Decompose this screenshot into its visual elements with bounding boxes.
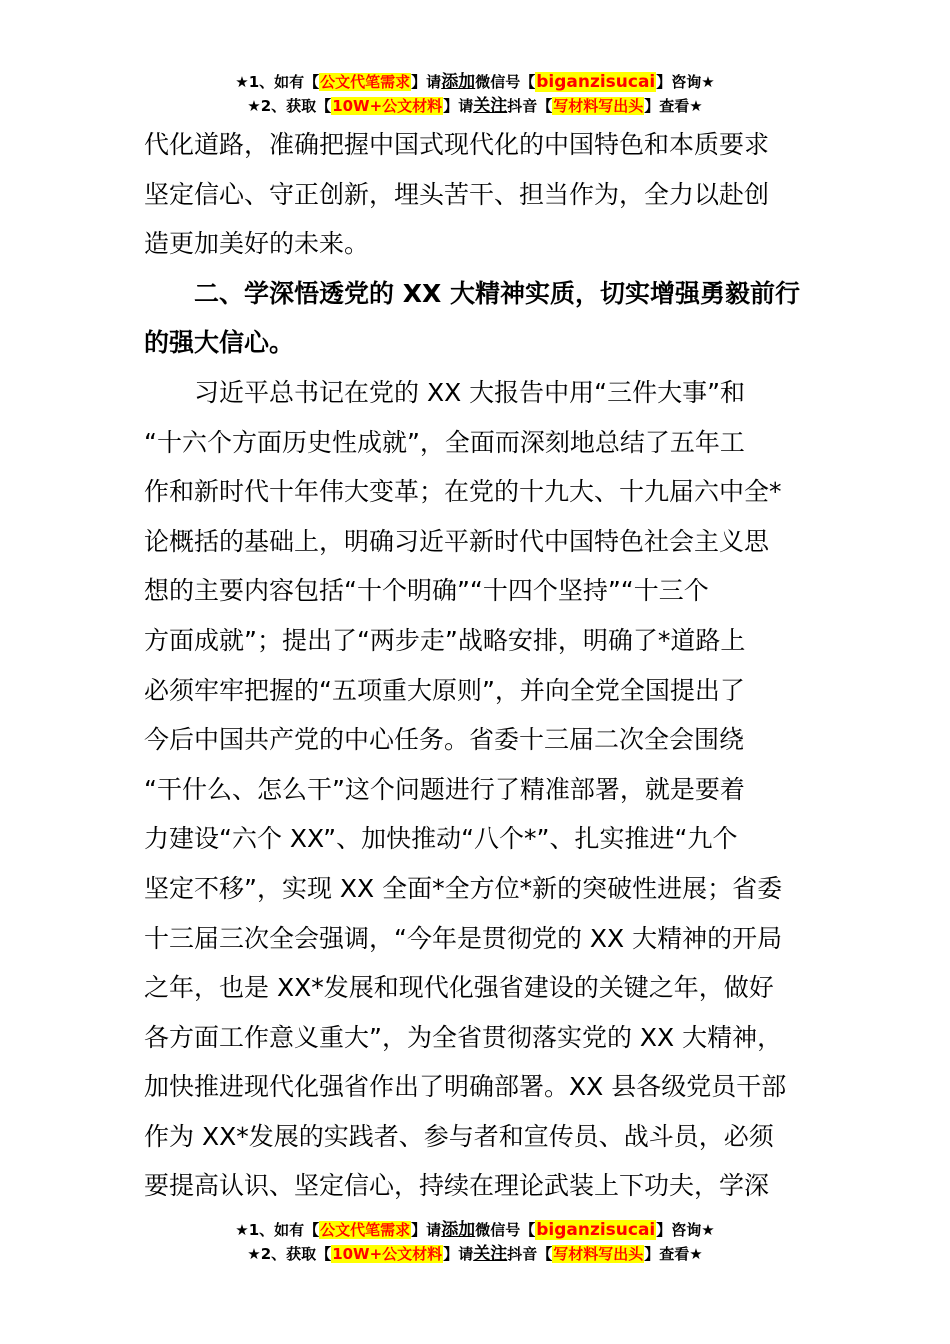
banner-text: ★1、如有【 — [235, 1221, 320, 1239]
banner-text: 】请 — [443, 1245, 474, 1263]
banner-underline: 关注 — [473, 1244, 508, 1264]
banner-underline: 关注 — [473, 96, 508, 116]
banner-text: 抖音【 — [507, 97, 553, 115]
banner-highlight: 10W+公文材料 — [332, 97, 443, 115]
section-heading: 二、学深悟透党的 XX 大精神实质，切实增强勇毅前行 — [194, 278, 800, 308]
banner-text: 微信号【 — [475, 73, 536, 91]
banner-line-1 — [0, 70, 950, 94]
body-line: “干什么、怎么干”这个问题进行了精准部署，就是要着 — [144, 774, 745, 804]
body-line: 各方面工作意义重大”，为全省贯彻落实党的 XX 大精神， — [144, 1022, 783, 1052]
banner-text: ★2、获取【 — [247, 97, 332, 115]
section-heading: 的强大信心。 — [144, 328, 295, 358]
banner-highlight: 写材料写出头 — [553, 97, 644, 115]
body-line: 作为 XX*发展的实践者、参与者和宣传员、战斗员，必须 — [144, 1121, 774, 1151]
body-line: 造更加美好的未来。 — [144, 229, 370, 259]
header-banner — [0, 70, 950, 118]
banner-highlight: 公文代笔需求 — [320, 1221, 411, 1239]
body-line: “十六个方面历史性成就”，全面而深刻地总结了五年工 — [144, 427, 745, 457]
body-line: 十三届三次全会强调，“今年是贯彻党的 XX 大精神的开局 — [144, 923, 783, 953]
banner-highlight: 10W+公文材料 — [332, 1245, 443, 1263]
banner-text: 】咨询★ — [656, 1221, 715, 1239]
body-line: 之年，也是 XX*发展和现代化强省建设的关键之年，做好 — [144, 973, 774, 1003]
banner-text: ★2、获取【 — [247, 1245, 332, 1263]
body-line: 必须牢牢把握的“五项重大原则”，并向全党全国提出了 — [144, 675, 745, 705]
body-line: 论概括的基础上，明确习近平新时代中国特色社会主义思 — [144, 526, 770, 556]
banner-text: 微信号【 — [475, 1221, 536, 1239]
banner-highlight: biganzisucai — [536, 72, 656, 92]
body-line: 作和新时代十年伟大变革；在党的十九大、十九届六中全* — [144, 477, 782, 507]
body-line: 习近平总书记在党的 XX 大报告中用“三件大事”和 — [194, 377, 746, 407]
banner-highlight: 写材料写出头 — [553, 1245, 644, 1263]
banner-text: ★1、如有【 — [235, 73, 320, 91]
body-line: 坚定信心、守正创新，埋头苦干、担当作为，全力以赴创 — [144, 179, 770, 209]
banner-text: 抖音【 — [507, 1245, 553, 1263]
body-line: 代化道路，准确把握中国式现代化的中国特色和本质要求 — [144, 130, 770, 159]
banner-text: 】请 — [443, 97, 474, 115]
banner-line-2 — [0, 94, 950, 118]
banner-text: 】查看★ — [644, 1245, 703, 1263]
banner-line-1 — [0, 1218, 950, 1242]
body-line: 要提高认识、坚定信心，持续在理论武装上下功夫，学深 — [144, 1171, 770, 1201]
body-line: 今后中国共产党的中心任务。省委十三届二次全会围绕 — [144, 725, 745, 755]
banner-highlight: 公文代笔需求 — [320, 73, 411, 91]
body-line: 加快推进现代化强省作出了明确部署。XX 县各级党员干部 — [144, 1072, 787, 1102]
banner-text: 】咨询★ — [656, 73, 715, 91]
banner-text: 】请 — [411, 1221, 442, 1239]
footer-banner — [0, 1218, 950, 1266]
banner-text: 】请 — [411, 73, 442, 91]
body-line: 力建设“六个 XX”、加快推动“八个*”、扎实推进“九个 — [144, 824, 738, 854]
body-line: 坚定不移”，实现 XX 全面*全方位*新的突破性进展；省委 — [144, 873, 783, 903]
banner-highlight: biganzisucai — [536, 1220, 656, 1240]
body-line: 想的主要内容包括“十个明确”“十四个坚持”“十三个 — [144, 576, 709, 606]
banner-text: 】查看★ — [644, 97, 703, 115]
banner-underline: 添加 — [441, 1220, 476, 1240]
banner-line-2 — [0, 1242, 950, 1266]
body-line: 方面成就”；提出了“两步走”战略安排，明确了*道路上 — [144, 625, 746, 655]
banner-underline: 添加 — [441, 72, 476, 92]
document-body — [144, 120, 808, 1211]
